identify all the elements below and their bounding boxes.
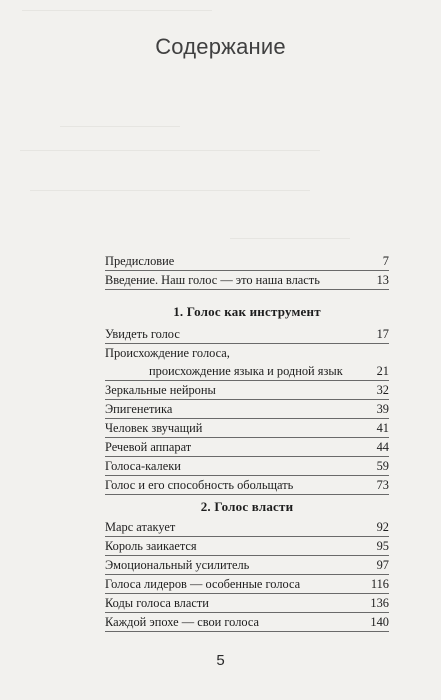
toc-entry-page: 41 xyxy=(376,421,389,435)
toc-entry xyxy=(105,457,389,476)
toc-entry-title: Эмоциональный усилитель xyxy=(105,558,250,572)
toc-rule xyxy=(105,494,389,495)
toc-entry-title: Происхождение голоса, xyxy=(105,346,230,360)
toc-entry-title: Введение. Наш голос — это наша власть xyxy=(105,273,320,287)
toc-entry-page: 17 xyxy=(376,327,389,341)
toc-entry-page: 97 xyxy=(376,558,389,572)
toc-entry-title: Речевой аппарат xyxy=(105,440,192,454)
toc-entry xyxy=(105,325,389,344)
toc-entry xyxy=(105,575,389,594)
toc-part-1 xyxy=(105,325,389,495)
page-number: 5 xyxy=(216,652,225,669)
toc-entry-title: Эпигенетика xyxy=(105,402,173,416)
toc-entry xyxy=(105,252,389,271)
toc-entry-title: Голоса-калеки xyxy=(105,459,181,473)
toc-entry xyxy=(105,400,389,419)
toc-entry-page: 73 xyxy=(376,478,389,492)
toc-entry-page: 136 xyxy=(370,596,389,610)
toc-entry-title: Король заикается xyxy=(105,539,197,553)
show-through-mark xyxy=(230,238,350,239)
toc-entry-page: 21 xyxy=(376,364,389,378)
toc-rule xyxy=(105,631,389,632)
toc-entry-title: Человек звучащий xyxy=(105,421,203,435)
show-through-mark xyxy=(60,126,180,127)
toc-entry-title: Голос и его способность обольщать xyxy=(105,478,294,492)
toc-entry xyxy=(105,438,389,457)
toc-entry-title-continued: происхождение языка и родной язык xyxy=(149,364,343,378)
toc-entry xyxy=(105,518,389,537)
toc-front-matter xyxy=(105,252,389,290)
toc-entry xyxy=(105,476,389,495)
toc-entry xyxy=(105,537,389,556)
show-through-mark xyxy=(20,150,320,151)
section-heading: 2. Голос власти xyxy=(200,499,294,514)
toc-entry-page: 95 xyxy=(376,539,389,553)
toc-entry-page: 7 xyxy=(382,254,389,268)
toc-entry-page: 44 xyxy=(376,440,389,454)
toc-entry-page: 116 xyxy=(370,577,389,591)
toc-entry-title: Зеркальные нейроны xyxy=(105,383,216,397)
toc-entry xyxy=(105,419,389,438)
toc-entry xyxy=(105,381,389,400)
toc-entry-title: Марс атакует xyxy=(105,520,176,534)
toc-entry-page: 39 xyxy=(376,402,389,416)
toc-entry-page: 32 xyxy=(376,383,389,397)
toc-entry xyxy=(105,594,389,613)
toc-part-2 xyxy=(105,518,389,632)
page-title: Содержание xyxy=(155,34,286,59)
section-heading: 1. Голос как инструмент xyxy=(173,304,321,319)
toc-entry-page: 59 xyxy=(376,459,389,473)
toc-entry-title: Коды голоса власти xyxy=(105,596,209,610)
toc-entry xyxy=(105,556,389,575)
show-through-mark xyxy=(22,10,212,11)
toc-entry-page: 140 xyxy=(370,615,389,629)
toc-entry xyxy=(105,344,389,381)
toc-entry-title: Каждой эпохе — свои голоса xyxy=(105,615,260,629)
toc-entry xyxy=(105,271,389,290)
toc-entry-title: Увидеть голос xyxy=(105,327,180,341)
toc-entry-title: Предисловие xyxy=(105,254,175,268)
toc-entry-page: 13 xyxy=(376,273,389,287)
toc-rule xyxy=(105,289,389,290)
toc-entry xyxy=(105,613,389,632)
toc-entry-page: 92 xyxy=(376,520,389,534)
show-through-mark xyxy=(30,190,310,191)
toc-entry-title: Голоса лидеров — особенные голоса xyxy=(105,577,301,591)
